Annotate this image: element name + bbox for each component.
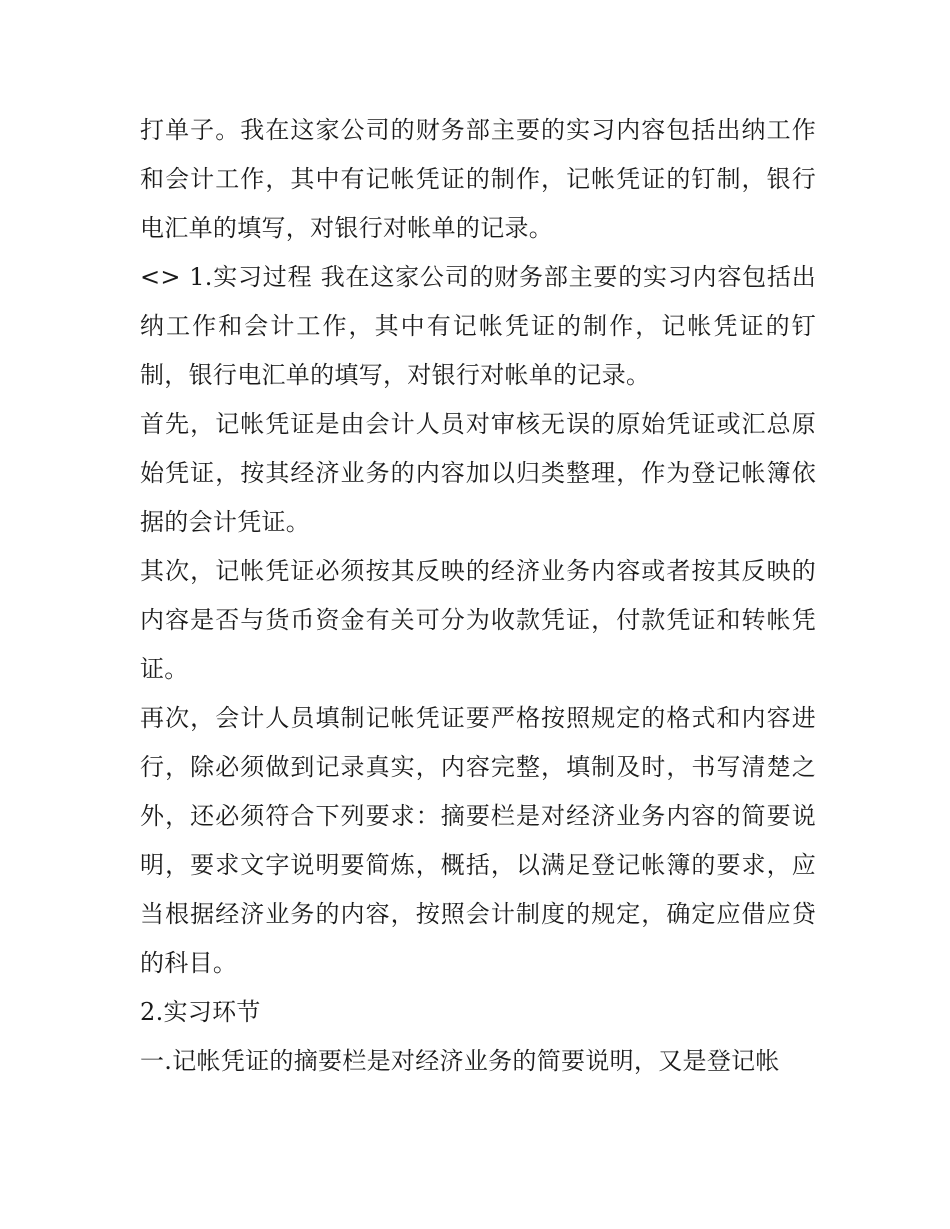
paragraph-internship-process: <> 1.实习过程 我在这家公司的财务部主要的实习内容包括出纳工作和会计工作，其中有记帐凭证的制作，记帐凭证的钉制，银行电汇单的填写，对银行对帐单的记录。 — [140, 263, 816, 389]
paragraph-third: 再次，会计人员填制记帐凭证要严格按照规定的格式和内容进行，除必须做到记录真实，内容完整，填制及时，书写清楚之外，还必须符合下列要求：摘要栏是对经济业务内容的简要说明，要求文字说明要简炼，概括，以满足登记帐簿的要求，应当根据经济业务的内容，按照会计制度的规定，确定应借应贷的科目。 — [140, 704, 816, 977]
section-heading-internship-steps: 2.实习环节 — [140, 998, 261, 1026]
paragraph-first: 首先，记帐凭证是由会计人员对审核无误的原始凭证或汇总原始凭证，按其经济业务的内容加以归类整理，作为登记帐簿依据的会计凭证。 — [140, 410, 816, 536]
paragraph-continuation: 打单子。我在这家公司的财务部主要的实习内容包括出纳工作和会计工作，其中有记帐凭证的制作，记帐凭证的钉制，银行电汇单的填写，对银行对帐单的记录。 — [140, 116, 816, 242]
paragraph-second: 其次，记帐凭证必须按其反映的经济业务内容或者按其反映的内容是否与货币资金有关可分为收款凭证，付款凭证和转帐凭证。 — [140, 557, 816, 683]
document-body — [140, 106, 816, 1086]
paragraph-step-one: 一.记帐凭证的摘要栏是对经济业务的简要说明，又是登记帐 — [140, 1047, 780, 1075]
